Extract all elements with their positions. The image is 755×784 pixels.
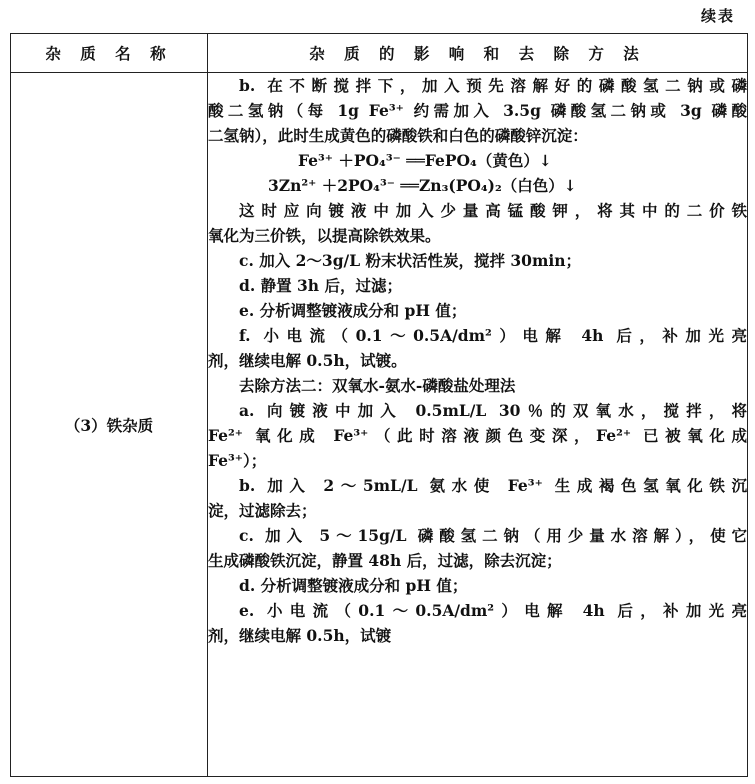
text-line: f. 小电流（0.1～0.5A/dm²）电解 4h 后，补加光亮 (239, 326, 747, 345)
text-line: c. 加入 5～15g/L 磷酸氢二钠（用少量水溶解），使它 (239, 526, 747, 545)
table-continued-caption: 续表 (700, 7, 735, 25)
text-line: 剂，继续电解 0.5h，试镀 (208, 626, 392, 645)
text-line: d. 分析调整镀液成分和 pH 值； (239, 576, 468, 595)
text-line: 淀，过滤除去； (208, 501, 317, 520)
text-line: a. 向镀液中加入 0.5mL/L 30％的双氧水，搅拌，将 (239, 401, 747, 420)
text-line: 剂，继续电解 0.5h，试镀。 (208, 351, 407, 370)
text-line: 氧化为三价铁，以提高除铁效果。 (208, 226, 441, 245)
removal-method-cell (208, 73, 748, 777)
method-two-heading: 去除方法二：双氧水-氨水-磷酸盐处理法 (239, 376, 516, 395)
text-line: e. 小电流（0.1～0.5A/dm²）电解 4h 后，补加光亮 (239, 601, 747, 620)
chemical-equation: Fe³⁺ ＋PO₄³⁻ ══FePO₄（黄色）↓ (298, 151, 552, 170)
header-impact-and-removal: 杂 质 的 影 响 和 去 除 方 法 (208, 34, 748, 73)
text-line: Fe²⁺ 氧化成 Fe³⁺（此时溶液颜色变深，Fe²⁺ 已被氧化成 (208, 426, 747, 445)
text-line: c. 加入 2～3g/L 粉末状活性炭，搅拌 30min； (239, 251, 582, 270)
impurity-table (10, 33, 748, 777)
table-row (11, 73, 748, 777)
text-line: d. 静置 3h 后，过滤； (239, 276, 402, 295)
impurity-name-cell: （3）铁杂质 (11, 73, 208, 777)
text-line: b. 加入 2～5mL/L 氨水使 Fe³⁺ 生成褐色氢氧化铁沉 (239, 476, 747, 495)
table-header-row (11, 34, 748, 73)
text-line: 酸二氢钠（每 1g Fe³⁺ 约需加入 3.5g 磷酸氢二钠或 3g 磷酸 (208, 101, 747, 120)
text-line: b. 在不断搅拌下，加入预先溶解好的磷酸氢二钠或磷 (239, 76, 747, 95)
text-line: 这时应向镀液中加入少量高锰酸钾，将其中的二价铁 (239, 201, 747, 220)
text-line: Fe³⁺）； (208, 451, 267, 470)
text-line: e. 分析调整镀液成分和 pH 值； (239, 301, 467, 320)
text-line: 生成磷酸铁沉淀，静置 48h 后，过滤，除去沉淀； (208, 551, 562, 570)
text-line: 二氢钠），此时生成黄色的磷酸铁和白色的磷酸锌沉淀： (208, 126, 588, 145)
header-impurity-name: 杂 质 名 称 (11, 34, 208, 73)
chemical-equation: 3Zn²⁺ ＋2PO₄³⁻ ══Zn₃(PO₄)₂（白色）↓ (268, 176, 577, 195)
